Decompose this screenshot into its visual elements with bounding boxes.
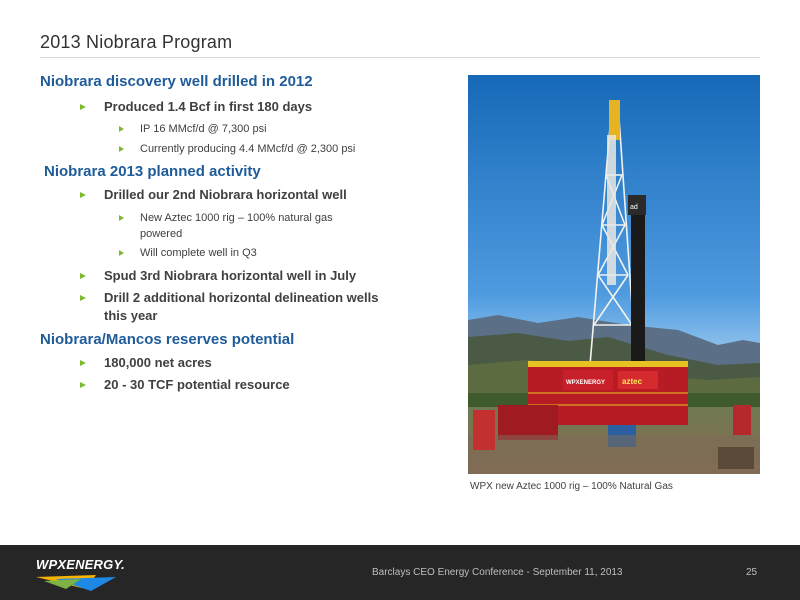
title-divider xyxy=(40,57,760,58)
slide-title: 2013 Niobrara Program xyxy=(40,32,233,52)
equipment-yard xyxy=(468,435,760,474)
bullet-text: 180,000 net acres xyxy=(104,355,212,370)
top-drive xyxy=(609,100,620,140)
bullet-arrow-icon xyxy=(119,250,124,256)
red-unit-left xyxy=(473,410,495,450)
bullet-item xyxy=(104,267,440,285)
bullet-arrow-icon xyxy=(80,360,86,366)
logo-swoosh-icon xyxy=(36,573,136,593)
rig-company-label: WPXENERGY xyxy=(566,380,606,386)
truck xyxy=(718,447,754,469)
slide-content xyxy=(40,70,440,394)
bullet-text: Spud 3rd Niobrara horizontal well in July xyxy=(104,268,357,283)
section-heading: Niobrara discovery well drilled in 2012 xyxy=(40,73,313,90)
bullet-item xyxy=(104,376,440,394)
rig-photo xyxy=(468,75,760,474)
bullet-arrow-icon xyxy=(80,382,86,388)
bullet-text: Drill 2 additional horizontal delineation wells this year xyxy=(104,290,379,323)
sub-bullet-item xyxy=(140,245,440,261)
aztec-label: aztec xyxy=(622,377,643,386)
page-number: 25 xyxy=(746,567,758,578)
bullet-item xyxy=(104,289,404,325)
bullet-arrow-icon xyxy=(80,295,86,301)
bullet-text: Produced 1.4 Bcf in first 180 days xyxy=(104,99,313,114)
sub-bullet-item xyxy=(140,121,440,137)
mud-tank xyxy=(498,405,558,440)
sub-bullet-text: New Aztec 1000 rig – 100% natural gas powered xyxy=(140,212,333,240)
bullet-arrow-icon xyxy=(119,215,124,221)
mast-upper xyxy=(607,135,616,285)
footer xyxy=(0,545,800,600)
footer-conference-text: Barclays CEO Energy Conference - September 11, 2013 xyxy=(372,567,623,578)
section-heading: Niobrara 2013 planned activity xyxy=(44,163,261,180)
substructure-top xyxy=(528,361,688,367)
bullet-arrow-icon xyxy=(119,126,124,132)
sub-bullet-text: Currently producing 4.4 MMcf/d @ 2,300 psi xyxy=(140,143,356,155)
logo-text: WPXENERGY. xyxy=(36,557,125,572)
rig-sign-text: ad xyxy=(630,204,638,211)
red-unit-right xyxy=(733,405,751,435)
sub-bullet-item xyxy=(140,210,370,242)
bullet-item xyxy=(104,354,440,372)
bullet-arrow-icon xyxy=(80,192,86,198)
wpx-logo xyxy=(36,557,136,591)
bullet-item xyxy=(104,98,440,116)
rig-photo-illustration xyxy=(468,75,760,474)
sub-bullet-text: Will complete well in Q3 xyxy=(140,247,257,259)
bullet-arrow-icon xyxy=(80,273,86,279)
bullet-arrow-icon xyxy=(80,104,86,110)
photo-caption: WPX new Aztec 1000 rig – 100% Natural Gas xyxy=(470,481,673,492)
bullet-text: Drilled our 2nd Niobrara horizontal well xyxy=(104,187,347,202)
bullet-arrow-icon xyxy=(119,146,124,152)
pipe-rack xyxy=(631,195,645,365)
sub-bullet-text: IP 16 MMcf/d @ 7,300 psi xyxy=(140,123,267,135)
section-heading: Niobrara/Mancos reserves potential xyxy=(40,331,295,348)
sub-bullet-item xyxy=(140,141,440,157)
bullet-text: 20 - 30 TCF potential resource xyxy=(104,377,290,392)
bullet-item xyxy=(104,186,440,204)
